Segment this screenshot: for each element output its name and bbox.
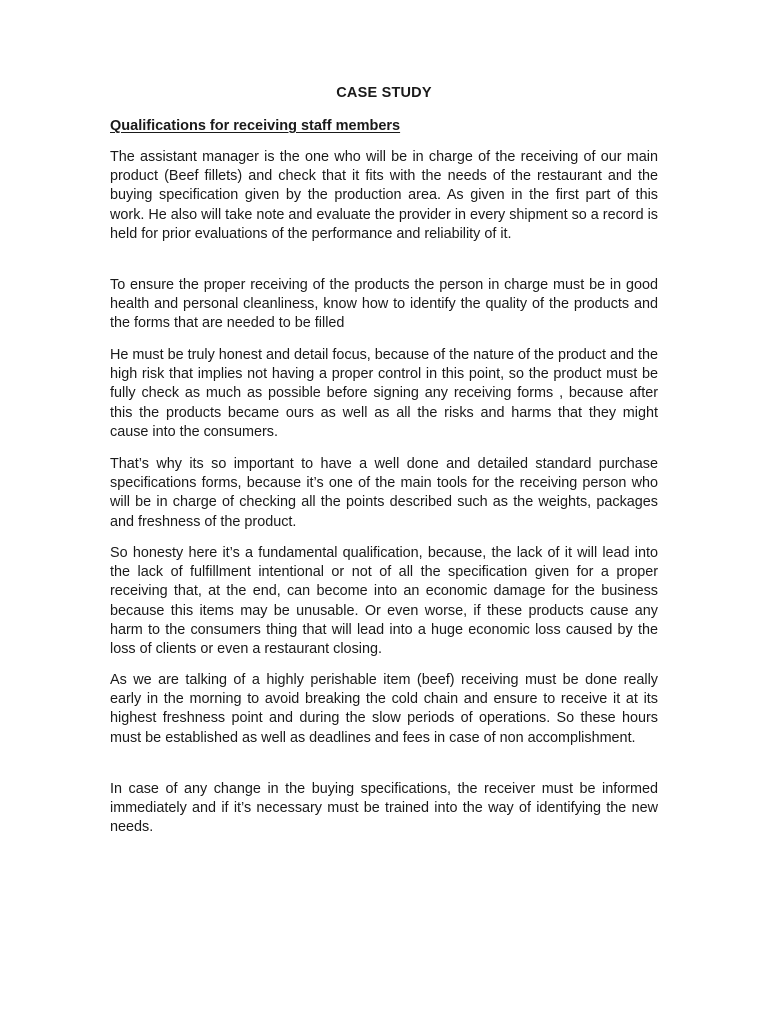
paragraph-3: He must be truly honest and detail focus, because of the nature of the product and the high risk that implies not having a proper control in this point, so the product must be fully check as much as possible before signing any receiving forms , because after this the products became ours as well as all the risks and harms that they might cause into the consumers.	[110, 347, 658, 440]
paragraph-2: To ensure the proper receiving of the products the person in charge must be in good health and personal cleanliness, know how to identify the quality of the products and the forms that are needed to be filled	[110, 277, 658, 332]
paragraph-1: The assistant manager is the one who will be in charge of the receiving of our main product (Beef fillets) and check that it fits with the needs of the restaurant and the buying specification given by the production area. As given in the first part of this work. He also will take note and evaluate the provider in every shipment so a record is held for prior evaluations of the performance and reliability of it.	[110, 149, 658, 242]
paragraph-7: In case of any change in the buying specifications, the receiver must be informed immediately and if it’s necessary must be trained into the way of identifying the new needs.	[110, 781, 658, 836]
paragraph-5: So honesty here it’s a fundamental qualification, because, the lack of it will lead into the lack of fulfillment intentional or not of all the specification given for a proper receiving that, at the end, can become into an economic damage for the business because this items may be unusable. Or even worse, if these products cause any harm to the consumers thing that will lead into a huge economic loss caused by the loss of clients or even a restaurant closing.	[110, 545, 658, 658]
paragraph-6: As we are talking of a highly perishable item (beef) receiving must be done really early in the morning to avoid breaking the cold chain and ensure to receive it at its highest freshness point and during the slow periods of operations. So these hours must be established as well as deadlines and fees in case of non accomplishment.	[110, 672, 658, 746]
document-title: CASE STUDY	[336, 85, 432, 101]
paragraph-4: That’s why its so important to have a well done and detailed standard purchase specifications forms, because it’s one of the main tools for the receiving person who will be in charge of checking all the points described such as the weights, packages and freshness of the product.	[110, 456, 658, 530]
section-heading: Qualifications for receiving staff members	[110, 118, 401, 134]
